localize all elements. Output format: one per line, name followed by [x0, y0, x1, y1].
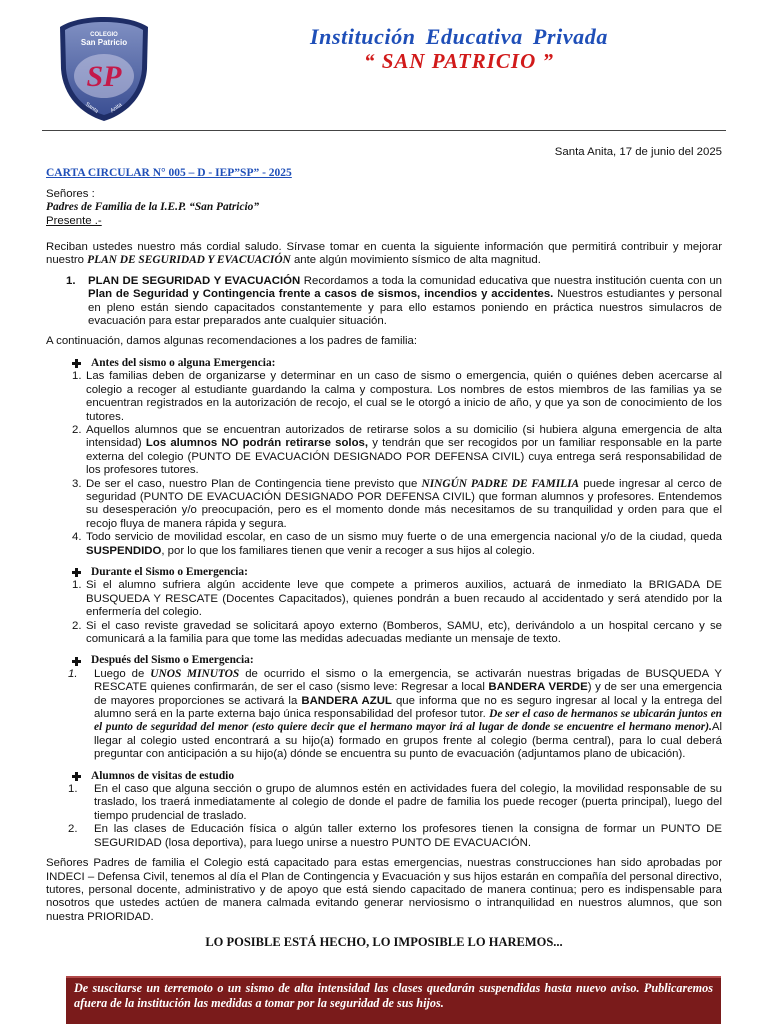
header-divider: [42, 130, 726, 131]
bullet-diamond-icon: [72, 568, 81, 577]
list-item: 4. Todo servicio de movilidad escolar, en caso de un sismo muy fuerte o de una emergencia nacional y/o de la ciudad, queda SUSPENDIDO, por lo que los familiares tienen que venir a recoger a sus hijos al colegio.: [72, 531, 722, 557]
list-item: 3. De ser el caso, nuestro Plan de Contingencia tiene previsto que NINGÚN PADRE DE FAMILIA puede ingresar al cerco de seguridad (PUNTO DE EVACUACIÓN DESIGNADO POR DEFENSA CIVIL) que forman alumnos y profesores. Entendemos su desesperación y/o preocupación, pero es el momento donde más necesitamos de su tranquilidad y orden para que el recojo fluya de manera rápida y segura.: [72, 477, 722, 530]
letter-body: [46, 140, 722, 950]
plan-item-1: 1. PLAN DE SEGURIDAD Y EVACUACIÓN Recordamos a toda la comunidad educativa que nuestra institución cuenta con un Plan de Seguridad y Contingencia frente a casos de sismos, incendios y accidentes. Nuestros estudiantes y personal en pleno están siendo capacitados constantemente y para ello estamos poniendo en práctica nuestros simulacros de evacuación para estar preparados ante cualquier situación.: [66, 274, 722, 328]
closing-motto: LO POSIBLE ESTÁ HECHO, LO IMPOSIBLE LO HAREMOS...: [205, 935, 563, 950]
bullet-diamond-icon: [72, 359, 81, 368]
presente-line: Presente .-: [46, 214, 102, 227]
suspension-notice-banner: De suscitarse un terremoto o un sismo de alta intensidad las clases quedarán suspendidas hasta nuevo aviso. Publicaremos afuera de la institución las medidas a tomar por la seguridad de sus hijos.: [66, 976, 721, 1024]
school-name-title: “ SAN PATRICIO ”: [363, 49, 555, 73]
institution-title: Institución Educativa Privada: [310, 24, 608, 49]
list-item: 2. Si el caso reviste gravedad se solicitará apoyo externo (Bomberos, SAMU, etc), derivándolo a un hospital cercano y se comunicará a la familia para que tome las medidas adecuadas mediante un mensaje de texto.: [72, 619, 722, 645]
recipients: Padres de Familia de la I.E.P. “San Patricio”: [46, 201, 260, 214]
bullet-diamond-icon: [72, 657, 81, 666]
list-item: 1. Las familias deben de organizarse y determinar en un caso de sismo o emergencia, quién o quiénes deben acercarse al colegio a recoger al estudiante guardando la calma y compostura. Los nombres de estos miembros de las familias ya se encuentran registrados en la autorización de recojo, el cual se le otorgó a inicio de año, y que ya son de conocimiento de los tutores.: [72, 370, 722, 423]
list-item: 1. Si el alumno sufriera algún accidente leve que compete a primeros auxilios, actuará de inmediato la BRIGADA DE BUSQUEDA Y RESCATE (Docentes Capacitados), quienes pondrán a buen recaudo al accidentado y será atendido por la enfermería del colegio.: [72, 579, 722, 619]
section-after-heading: Después del Sismo o Emergencia:: [46, 654, 722, 667]
intro-paragraph: Reciban ustedes nuestro más cordial saludo. Sírvase tomar en cuenta la siguiente información que permitirá contribuir y mejorar nuestro PLAN DE SEGURIDAD Y EVACUACIÓN ante algún movimiento sísmico de alta magnitud.: [46, 241, 722, 267]
bullet-diamond-icon: [72, 772, 81, 781]
plan-item-bold: Plan de Seguridad y Contingencia frente a casos de sismos, incendios y accidentes.: [88, 288, 554, 301]
school-crest-logo: [55, 14, 153, 124]
list-item: 2. En las clases de Educación física o algún taller externo los profesores tienen la consigna de formar un PUNTO DE SEGURIDAD (losa deportiva), para luego unirse a nuestro PUNTO DE EVACUACIÓN.: [68, 823, 722, 849]
plan-name-emphasis: PLAN DE SEGURIDAD Y EVACUACIÓN: [87, 254, 291, 267]
recommendations-intro: A continuación, damos algunas recomendaciones a los padres de familia:: [46, 335, 418, 348]
logo-bottom-right-text: Anita: [109, 102, 124, 115]
section-visits-heading: Alumnos de visitas de estudio: [46, 770, 722, 783]
final-paragraph: Señores Padres de familia el Colegio está capacitado para estas emergencias, nuestras construcciones han sido aprobadas por INDECI – Defensa Civil, tenemos al día el Plan de Contingencia y Evacuación y sus hijos estarán en compañía del personal directivo, tutores, personal docente, administrativo y de apoyo que está siendo capacitado de manera continua; pero es indispensable para nosotros que ustedes actúen de manera calmada evitando generar nerviosismo o intranquilidad en nuestros alumnos, que son nuestra PRIORIDAD.: [46, 857, 722, 923]
list-item: 2. Aquellos alumnos que se encuentran autorizados de retirarse solos a su domicilio (si hubiera alguna emergencia de alta intensidad) Los alumnos NO podrán retirarse solos, y tendrán que ser recogidos por un familiar responsable en la parte externa del colegio (PUNTO DE EVACUACIÓN DESIGNADO POR DEFENSA CIVIL) cuya entrega será responsabilidad de los profesores tutores.: [72, 423, 723, 477]
plan-item-title: PLAN DE SEGURIDAD Y EVACUACIÓN: [88, 274, 301, 287]
list-item: 1. En el caso que alguna sección o grupo de alumnos estén en actividades fuera del colegio, la movilidad responsable de su traslado, los traerá inmediatamente al colegio de donde el padre de familia los puede recoger (puerta principal), luego del tiempo prudencial de traslado.: [68, 783, 722, 822]
logo-bottom-left-text: Santa: [83, 101, 100, 115]
logo-name-text: San Patricio: [80, 38, 128, 47]
letter-date: Santa Anita, 17 de junio del 2025: [554, 146, 722, 158]
section-before-heading: Antes del sismo o alguna Emergencia:: [46, 357, 722, 370]
logo-top-text: COLEGIO: [90, 32, 118, 38]
greeting: Señores :: [46, 187, 95, 200]
circular-title: CARTA CIRCULAR N° 005 – D - IEP”SP” - 2025: [46, 167, 292, 180]
section-during-heading: Durante el Sismo o Emergencia:: [46, 566, 722, 579]
list-item: 1. Luego de UNOS MINUTOS de ocurrido el sismo o la emergencia, se activarán nuestras brigadas de BUSQUEDA Y RESCATE quienes confirmarán, de ser el caso (sismo leve: Regresar a local BANDERA VERDE) y de ser una emergencia de mayores proporciones se activará la BANDERA AZUL que informa que no es seguro ingresar al local y la entrega del alumno será en la parte externa bajo única responsabilidad del profesor tutor. De ser el caso de hermanos se ubicarán juntos en el punto de seguridad del menor (esto quiere decir que el hermano mayor irá al lugar de donde se encuentre el hermano menor).Al llegar al colegio usted encontrará a su hijo(a) formado en grupos frente al colegio (berma central), para lo cual deberá preguntar con anticipación a su hijo(a) dónde se encuentra su punto de evacuación (adjuntamos plano de ubicación).: [68, 667, 723, 761]
logo-monogram: SP: [86, 60, 122, 93]
